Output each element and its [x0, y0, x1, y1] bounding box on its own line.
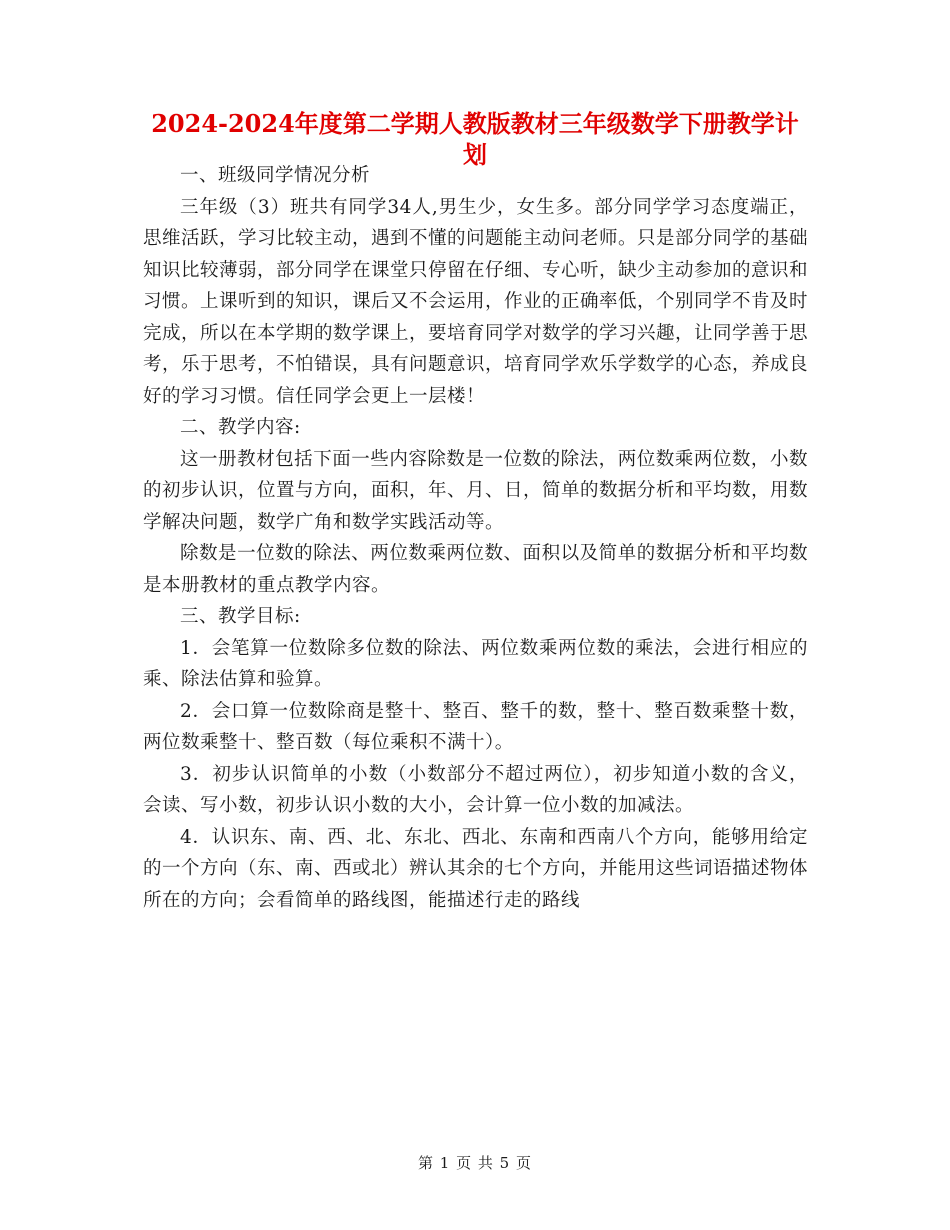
- document-body: [143, 160, 808, 916]
- section-heading-class-analysis: 一、班级同学情况分析: [180, 165, 371, 186]
- paragraph-teaching-content: 这一册教材包括下面一些内容除数是一位数的除法，两位数乘两位数，小数的初步认识，位置与方向，面积，年、月、日，简单的数据分析和平均数，用数学解决问题，数学广角和数学实践活动等。: [143, 448, 809, 533]
- section-heading-teaching-content: 二、教学内容:: [180, 417, 301, 438]
- section-heading-teaching-goals: 三、教学目标:: [180, 606, 301, 627]
- paragraph-class-analysis: 三年级（3）班共有同学34人,男生少，女生多。部分同学学习态度端正，思维活跃，学习比较主动，遇到不懂的问题能主动问老师。只是部分同学的基础知识比较薄弱，部分同学在课堂只停留在仔细、专心听，缺少主动参加的意识和习惯。上课听到的知识，课后又不会运用，作业的正确率低，个别同学不肯及时完成，所以在本学期的数学课上，要培育同学对数学的学习兴趣，让同学善于思考，乐于思考，不怕错误，具有问题意识，培育同学欢乐学数学的心态，养成良好的学习习惯。信任同学会更上一层楼！: [143, 196, 809, 407]
- paragraph-key-content: 除数是一位数的除法、两位数乘两位数、面积以及简单的数据分析和平均数是本册教材的重点教学内容。: [143, 543, 808, 596]
- goal-item-4: 4．认识东、南、西、北、东北、西北、东南和西南八个方向，能够用给定的一个方向（东、南、西或北）辨认其余的七个方向，并能用这些词语描述物体所在的方向；会看简单的路线图，能描述行走的路线: [143, 826, 809, 911]
- goal-item-1: 1．会笔算一位数除多位数的除法、两位数乘两位数的乘法，会进行相应的乘、除法估算和验算。: [143, 637, 808, 690]
- goal-item-2: 2．会口算一位数除商是整十、整百、整千的数，整十、整百数乘整十数，两位数乘整十、整百数（每位乘积不满十）。: [143, 700, 808, 753]
- goal-item-3: 3．初步认识简单的小数（小数部分不超过两位），初步知道小数的含义，会读、写小数，初步认识小数的大小，会计算一位小数的加减法。: [143, 763, 808, 816]
- document-title: 2024-2024年度第二学期人教版教材三年级数学下册教学计划: [151, 109, 799, 169]
- page-number-footer: 第 1 页 共 5 页: [418, 1154, 532, 1172]
